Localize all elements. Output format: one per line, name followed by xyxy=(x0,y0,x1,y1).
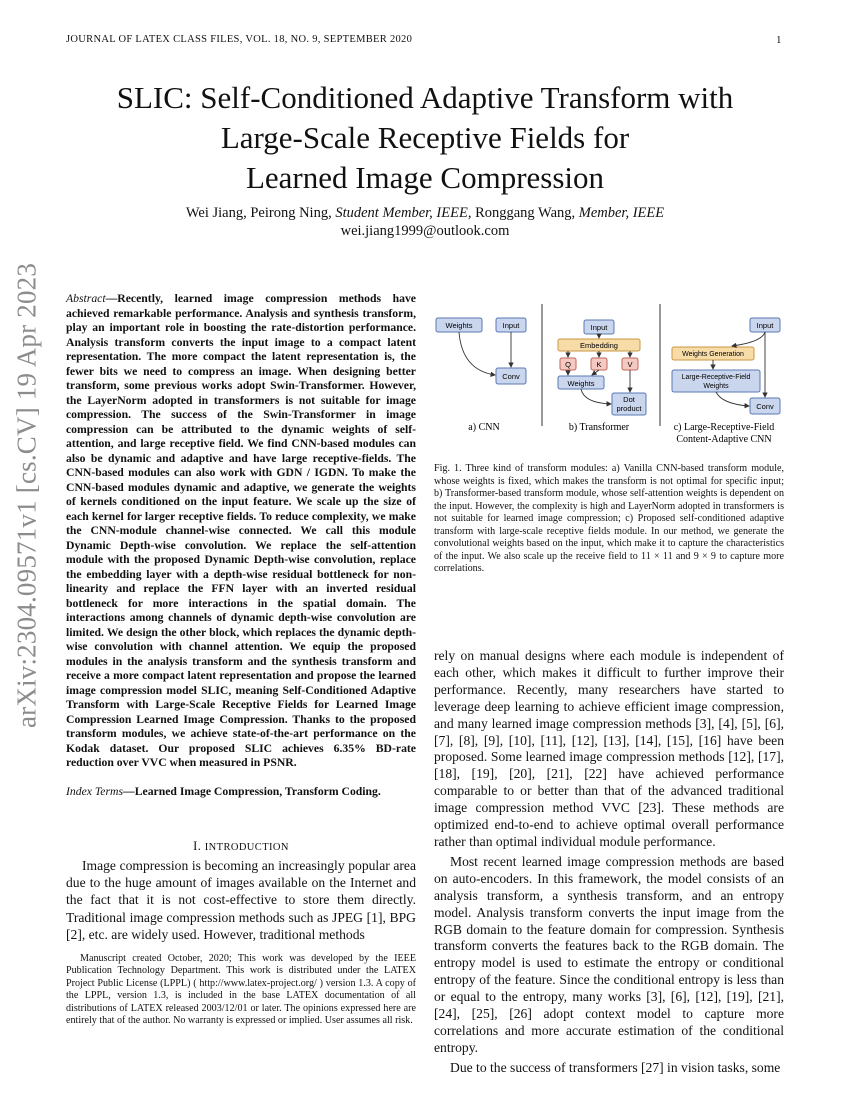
panel-label: c) Large-Receptive-Field xyxy=(673,422,775,433)
lrf-weights-label: Weights xyxy=(703,383,729,390)
lrf-weights-label: Large-Receptive-Field xyxy=(681,374,751,381)
dot-product-label: Dot xyxy=(623,395,635,404)
embedding-label: Embedding xyxy=(580,341,618,350)
author-email: wei.jiang1999@outlook.com xyxy=(340,223,510,239)
abstract-label: Abstract xyxy=(66,292,106,305)
arrow xyxy=(581,389,611,404)
weights-label: Weights xyxy=(445,321,473,330)
input-label: Input xyxy=(590,323,608,332)
author-names: Ronggang Wang, xyxy=(475,205,576,221)
panel-label: Content-Adaptive CNN xyxy=(676,434,772,445)
weights-label: Weights xyxy=(567,379,595,388)
title-line: Large-Scale Receptive Fields for xyxy=(220,120,630,155)
figure-caption: Fig. 1. Three kind of transform modules: a) Vanilla CNN-based transform module, whose weights is fixed, which makes the transform is not optimal for specific input; b) Transformer-based transform module, whose self-attention weights is dependent on the input. However, the complexity is high and LayerNorm adopted in transformers is not suitable for learned image compression; c) Proposed self-conditioned adaptive transform with large-scale receptive fields module. In our method, we generate the convolutional weights based on the input, which make it to capture the characteristics of the input. We also scale up the receive field to 11 × 11 and 9 × 9 to capture more correlations. xyxy=(434,463,784,574)
abstract-text: Recently, learned image compression methods have achieved remarkable performance. Analysis and synthesis transform, play an important role in boosting the rate-distortion performance. Analysis transform converts the input image to a compact latent representation. The more compact the latent representation is, the fewer bits we need to compress an image. When designing better transform, some previous works adopt Swin-Transformer. However, the LayerNorm adopted in transformers is not suitable for image compression. The success of the Swin-Transformer in image compression can be attributed to the dynamic weights of self-attention, and large receptive field. We find CNN-based modules can also be dynamic and adaptive and have large receptive-fields. The CNN-based modules can also work with GDN / IGDN. To make the CNN-based modules dynamic and adaptive, we generate the weights of kernels conditioned on the input feature. We scale up the size of each kernel for larger receptive fields. To reduce complexity, we make the CNN-module channel-wise connected. We call this module Dynamic Depth-wise convolution. We replace the self-attention module with the proposed Dynamic Depth-wise convolution, replace the embedding layer with a depth-wise residual bottleneck for non-linearity and replace the FFN layer with an inverted residual bottleneck for more interactions in the spatial domain. The interactions among channels of dynamic depth-wise convolution are limited. We design the other block, which replaces the dynamic depth-wise convolution with channel attention. We equip the proposed modules in the analysis transform and the synthesis transform and receive a more compact latent representation and propose the learned image compression model SLIC, meaning Self-Conditioned Adaptive Transform with Large-Scale Receptive Fields for Learned Image Compression Learned Image Compression. Thanks to the proposed transform modules, we achieve state-of-the-art performance on the Kodak dataset. Our proposed SLIC achieves 6.35% BD-rate reduction over VVC when measured in PSNR. xyxy=(66,292,416,769)
author-list: Wei Jiang, Peirong Ning, Student Member, IEEE, Ronggang Wang, Member, IEEE xyxy=(185,205,665,221)
panel-label: b) Transformer xyxy=(568,422,630,433)
figure-1 xyxy=(432,298,784,448)
footnote: Manuscript created October, 2020; This work was developed by the IEEE Publication Technology Department. This work is distributed under the LATEX Project Public License (LPPL) ( http://www.latex-project.org/ ) version 1.3. A copy of the LPPL, version 1.3, is included in the base LATEX documentation of all distributions of LATEX released 2003/12/01 or later. The opinions expressed here are entirely that of the author. No warranty is expressed or implied. User assumes all risk. xyxy=(66,953,416,1027)
right-column-text xyxy=(434,648,784,1077)
k-label: K xyxy=(596,360,602,369)
author-names: Wei Jiang, Peirong Ning, xyxy=(185,205,332,221)
conv-label: Conv xyxy=(502,372,520,381)
author-role: Member, IEEE xyxy=(578,205,665,221)
author-role: Student Member, IEEE xyxy=(335,205,468,221)
paper-title xyxy=(60,78,790,198)
panel-label: a) CNN xyxy=(468,422,500,433)
paragraph: Due to the success of transformers [27] in vision tasks, some xyxy=(450,1059,781,1075)
arrow xyxy=(459,332,495,375)
index-terms-label: Index Terms xyxy=(66,785,124,798)
input-label: Input xyxy=(502,321,520,330)
arrow xyxy=(716,392,749,406)
arxiv-stamp: arXiv:2304.09571v1 [cs.CV] 19 Apr 2023 xyxy=(11,262,42,728)
section-number: I. xyxy=(193,839,202,853)
paragraph: Most recent learned image compression methods are based on auto-encoders. In this framework, the model consists of an analysis transform, a synthesis transform, and an entropy model. Analysis transform converts the input image from the RGB domain to the feature domain for compression. Synthesis transform converts the features back to the RGB domain. The entropy model is used to estimate the entropy or conditional entropy of the feature. Since the conditional entropy is less than or equal to the entropy, many works [3], [6], [12], [19], [21], [24], [25], [26] adopt context model to capture more correlations and more accurate estimation of the conditional entropy. xyxy=(434,853,784,1055)
arrow xyxy=(732,332,765,346)
intro-paragraph: Image compression is becoming an increasingly popular area due to the huge amount of images available on the Internet and the fact that it is not cost-effective to store them directly. Traditional image compression methods such as JPEG [1], BPG [2], etc. are widely used. However, traditional methods xyxy=(66,858,416,942)
figure-diagram xyxy=(432,298,784,448)
q-label: Q xyxy=(565,360,571,369)
input-label: Input xyxy=(756,321,774,330)
v-label: V xyxy=(627,360,633,369)
page-number: 1 xyxy=(776,34,782,46)
abstract: Abstract—Recently, learned image compression methods have achieved remarkable performance. Analysis and synthesis transform, play an important role in boosting the rate-distortion performance. Analysis transform converts the input image to a compact latent representation. The more compact the latent representation is, the fewer bits we need to compress an image. When designing better transform, some previous works adopt Swin-Transformer. However, the LayerNorm adopted in transformers is not suitable for image compression. The success of the Swin-Transformer in image compression can be attributed to the dynamic weights of self-attention, and large receptive field. We find CNN-based modules can also be dynamic and adaptive and have large receptive-fields. The CNN-based modules can also work with GDN / IGDN. To make the CNN-based modules dynamic and adaptive, we generate the weights of kernels conditioned on the input feature. We scale up the size of each kernel for larger receptive fields. To reduce complexity, we make the CNN-module channel-wise connected. We call this module Dynamic Depth-wise convolution. We replace the self-attention module with the proposed Dynamic Depth-wise convolution, replace the embedding layer with a depth-wise residual bottleneck for non-linearity and replace the FFN layer with an inverted residual bottleneck for more interactions in the spatial domain. The interactions among channels of dynamic depth-wise convolution are limited. We design the other block, which replaces the dynamic depth-wise convolution with channel attention. We equip the proposed modules in the analysis transform and the synthesis transform and receive a more compact latent representation and propose the learned image compression model SLIC, meaning Self-Conditioned Adaptive Transform with Large-Scale Receptive Fields for Learned Image Compression Learned Image Compression. Thanks to the proposed transform modules, we achieve state-of-the-art performance on the Kodak dataset. Our proposed SLIC achieves 6.35% BD-rate reduction over VVC when measured in PSNR. xyxy=(66,292,416,769)
index-terms-text: Learned Image Compression, Transform Coding. xyxy=(134,785,381,798)
arrow xyxy=(592,370,599,375)
weights-generation-label: Weights Generation xyxy=(682,351,744,358)
dot-product-label: product xyxy=(616,404,642,413)
paragraph: rely on manual designs where each module is independent of each other, which makes it difficult to further improve their performance. Recently, many researchers have started to leverage deep learning to achieve efficient image compression, and many learned image compression methods [3], [4], [5], [6], [7], [8], [9], [10], [11], [12], [13], [14], [15], [16] have been proposed. Some learned image compression methods [12], [17], [18], [19], [20], [21], [22] have achieved performance comparable to or better than that of the advanced traditional image compression method VVC [23]. These methods are optimized end-to-end to achieve optimal overall performance rather than optimal individual module performance. xyxy=(434,648,784,849)
conv-label: Conv xyxy=(756,402,774,411)
title-line: SLIC: Self-Conditioned Adaptive Transform with xyxy=(116,80,734,115)
running-header: JOURNAL OF LATEX CLASS FILES, VOL. 18, NO. 9, SEPTEMBER 2020 xyxy=(66,34,413,45)
index-terms: Index Terms—Learned Image Compression, Transform Coding. xyxy=(66,785,381,798)
title-line: Learned Image Compression xyxy=(245,160,605,195)
section-heading xyxy=(66,839,416,854)
section-title: INTRODUCTION xyxy=(204,842,289,853)
